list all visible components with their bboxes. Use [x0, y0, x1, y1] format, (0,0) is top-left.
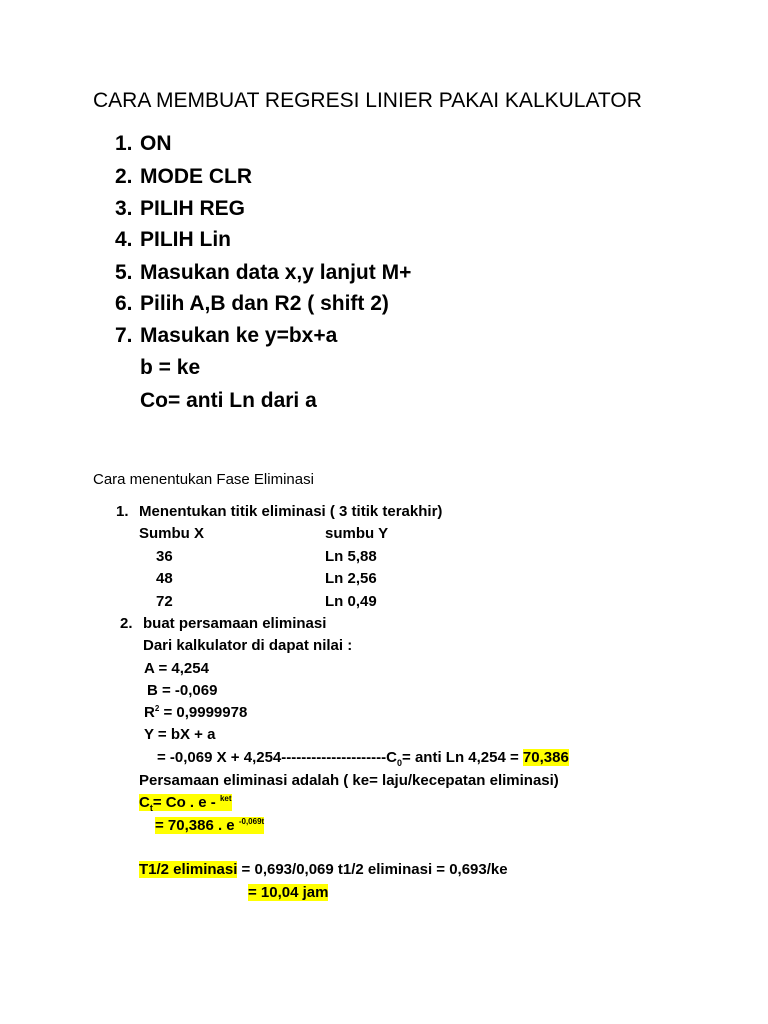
elim-item-1	[116, 503, 443, 520]
ct-filled-superscript: -0,069t	[238, 817, 265, 826]
half-life-result	[248, 884, 328, 901]
ct-subscript: t	[149, 803, 153, 813]
step-text: Masukan data x,y lanjut M+	[140, 261, 412, 284]
step-text: Masukan ke y=bx+a	[140, 324, 338, 347]
r2-rest: = 0,9999978	[159, 704, 248, 721]
ct-highlight	[139, 794, 232, 811]
equation-part: = -0,069 X + 4,254---------------------C	[157, 749, 397, 766]
step-text: PILIH REG	[140, 197, 246, 220]
table-cell-y: Ln 0,49	[325, 593, 377, 610]
step-item-7	[115, 324, 338, 348]
step-number: 5.	[115, 261, 133, 284]
ct-letter: C	[139, 794, 150, 811]
half-life-rest: = 0,693/0,069 t1/2 eliminasi = 0,693/ke	[237, 861, 508, 878]
step-extra-b: b = ke	[140, 356, 201, 379]
ct-rest: = Co . e -	[152, 794, 220, 811]
table-cell-y: Ln 5,88	[325, 548, 377, 565]
step-extra-co: Co= anti Ln dari a	[140, 389, 317, 412]
r2-value	[144, 704, 247, 721]
table-cell-x: 48	[156, 570, 173, 587]
item-text: buat persamaan eliminasi	[143, 615, 327, 632]
step-text: Pilih A,B dan R2 ( shift 2)	[140, 292, 389, 315]
half-life-label-highlight: T1/2 eliminasi	[139, 861, 238, 878]
section-heading: Cara menentukan Fase Eliminasi	[93, 471, 314, 488]
step-item-5	[115, 261, 412, 285]
step-item-6	[115, 292, 389, 316]
a-value: A = 4,254	[144, 660, 209, 677]
step-number: 1.	[115, 132, 133, 155]
c0-subscript: 0	[397, 758, 403, 768]
table-cell-y: Ln 2,56	[325, 570, 377, 587]
col-header-x: Sumbu X	[139, 525, 205, 542]
table-cell-x: 72	[156, 593, 173, 610]
ct-filled-main: = 70,386 . e	[155, 817, 239, 834]
equation-general: Y = bX + a	[144, 726, 216, 743]
half-life-line	[139, 861, 508, 878]
ct-equation-filled	[155, 817, 264, 834]
col-header-y: sumbu Y	[325, 525, 389, 542]
step-number: 7.	[115, 324, 133, 347]
item-text: Menentukan titik eliminasi ( 3 titik terakhir)	[139, 503, 443, 520]
calc-intro: Dari kalkulator di dapat nilai :	[143, 637, 353, 654]
ct-superscript: ket	[219, 794, 232, 803]
step-item-1	[115, 132, 172, 156]
equation-filled	[157, 749, 569, 766]
c0-result-highlight: 70,386	[522, 749, 569, 766]
equation-part: = anti Ln 4,254 =	[402, 749, 523, 766]
step-item-3	[115, 197, 246, 221]
elim-description: Persamaan eliminasi adalah ( ke= laju/kecepatan eliminasi)	[139, 772, 559, 789]
item-number: 2.	[120, 615, 133, 632]
step-item-2	[115, 165, 252, 189]
step-number: 4.	[115, 228, 133, 251]
table-cell-x: 36	[156, 548, 173, 565]
ct-equation	[139, 794, 232, 811]
step-text: PILIH Lin	[140, 228, 231, 251]
step-item-4	[115, 228, 231, 252]
step-number: 3.	[115, 197, 133, 220]
b-value: B = -0,069	[147, 682, 218, 699]
half-life-result-highlight: = 10,04 jam	[248, 884, 329, 901]
step-text: ON	[140, 132, 172, 155]
item-number: 1.	[116, 503, 129, 520]
r2-letter: R	[144, 704, 155, 721]
r2-superscript: 2	[154, 704, 160, 713]
step-number: 6.	[115, 292, 133, 315]
page-title: CARA MEMBUAT REGRESI LINIER PAKAI KALKULATOR	[93, 89, 642, 112]
elim-item-2	[120, 615, 327, 632]
step-number: 2.	[115, 165, 133, 188]
ct-filled-highlight	[155, 817, 264, 834]
step-text: MODE CLR	[140, 165, 252, 188]
